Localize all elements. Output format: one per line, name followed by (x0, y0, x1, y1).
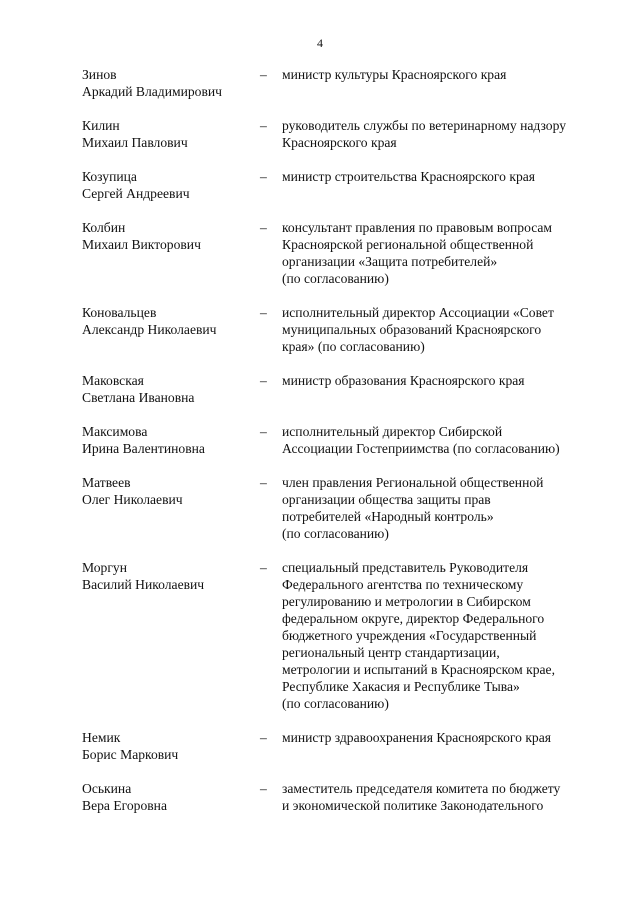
position-line: Республике Хакасия и Республике Тыва» (282, 679, 520, 694)
dash-separator: – (260, 373, 267, 388)
member-position (282, 117, 602, 151)
member-name (0, 372, 260, 406)
position-line: министр культуры Красноярского края (282, 67, 507, 82)
member-surname: Оськина (82, 781, 132, 796)
member-name (0, 168, 260, 202)
member-entry (0, 780, 640, 814)
member-entry (0, 729, 640, 763)
position-line: и экономической политике Законодательного (282, 798, 544, 813)
member-surname: Коновальцев (82, 305, 157, 320)
member-entry (0, 168, 640, 202)
position-line: консультант правления по правовым вопросам (282, 220, 553, 235)
member-entry (0, 219, 640, 287)
member-surname: Немик (82, 730, 121, 745)
position-line: (по согласованию) (282, 526, 389, 541)
position-line: региональный центр стандартизации, (282, 645, 500, 660)
dash-separator: – (260, 169, 267, 184)
position-line: Красноярского края (282, 135, 397, 150)
member-name (0, 729, 260, 763)
member-given-names: Александр Николаевич (82, 322, 217, 337)
member-given-names: Михаил Викторович (82, 237, 201, 252)
member-name (0, 474, 260, 542)
member-position (282, 219, 602, 287)
member-name (0, 66, 260, 100)
member-entry (0, 423, 640, 457)
dash-separator: – (260, 305, 267, 320)
dash-separator: – (260, 781, 267, 796)
dash-separator: – (260, 424, 267, 439)
position-line: специальный представитель Руководителя (282, 560, 529, 575)
position-line: организации общества защиты прав (282, 492, 491, 507)
position-line: заместитель председателя комитета по бюджету (282, 781, 561, 796)
member-surname: Матвеев (82, 475, 131, 490)
member-position (282, 372, 602, 406)
member-name (0, 117, 260, 151)
member-name (0, 219, 260, 287)
position-line: министр строительства Красноярского края (282, 169, 536, 184)
position-line: метрологии и испытаний в Красноярском крае, (282, 662, 555, 677)
member-entry (0, 66, 640, 100)
member-position (282, 168, 602, 202)
member-position (282, 559, 602, 712)
member-given-names: Вера Егоровна (82, 798, 167, 813)
position-line: министр образования Красноярского края (282, 373, 525, 388)
member-given-names: Светлана Ивановна (82, 390, 195, 405)
member-given-names: Василий Николаевич (82, 577, 205, 592)
position-line: министр здравоохранения Красноярского края (282, 730, 552, 745)
member-position (282, 729, 602, 763)
member-entry (0, 559, 640, 712)
position-line: член правления Региональной общественной (282, 475, 544, 490)
member-entry (0, 117, 640, 151)
member-given-names: Ирина Валентиновна (82, 441, 205, 456)
member-surname: Килин (82, 118, 120, 133)
position-line: Ассоциации Гостеприимства (по согласованию) (282, 441, 560, 456)
member-position (282, 780, 602, 814)
dash-separator: – (260, 67, 267, 82)
position-line: федеральном округе, директор Федерального (282, 611, 545, 626)
position-line: потребителей «Народный контроль» (282, 509, 494, 524)
member-surname: Максимова (82, 424, 148, 439)
member-surname: Козупица (82, 169, 137, 184)
position-line: муниципальных образований Красноярского (282, 322, 542, 337)
page-number: 4 (317, 36, 323, 50)
member-given-names: Борис Маркович (82, 747, 179, 762)
member-list (0, 66, 640, 831)
member-name (0, 780, 260, 814)
member-surname: Зинов (82, 67, 117, 82)
position-line: руководитель службы по ветеринарному надзору (282, 118, 566, 133)
member-surname: Моргун (82, 560, 127, 575)
member-position (282, 423, 602, 457)
member-surname: Колбин (82, 220, 126, 235)
dash-separator: – (260, 118, 267, 133)
position-line: края» (по согласованию) (282, 339, 425, 354)
member-entry (0, 304, 640, 355)
position-line: (по согласованию) (282, 696, 389, 711)
member-position (282, 304, 602, 355)
member-given-names: Аркадий Владимирович (82, 84, 222, 99)
member-name (0, 304, 260, 355)
dash-separator: – (260, 560, 267, 575)
position-line: (по согласованию) (282, 271, 389, 286)
position-line: исполнительный директор Ассоциации «Совет (282, 305, 554, 320)
dash-separator: – (260, 220, 267, 235)
position-line: Красноярской региональной общественной (282, 237, 534, 252)
member-name (0, 423, 260, 457)
member-given-names: Сергей Андреевич (82, 186, 190, 201)
member-entry (0, 474, 640, 542)
member-position (282, 474, 602, 542)
member-surname: Маковская (82, 373, 144, 388)
position-line: регулированию и метрологии в Сибирском (282, 594, 531, 609)
position-line: исполнительный директор Сибирской (282, 424, 503, 439)
position-line: Федерального агентства по техническому (282, 577, 524, 592)
member-given-names: Михаил Павлович (82, 135, 188, 150)
member-given-names: Олег Николаевич (82, 492, 183, 507)
dash-separator: – (260, 475, 267, 490)
member-entry (0, 372, 640, 406)
position-line: организации «Защита потребителей» (282, 254, 498, 269)
dash-separator: – (260, 730, 267, 745)
position-line: бюджетного учреждения «Государственный (282, 628, 537, 643)
member-name (0, 559, 260, 712)
member-position (282, 66, 602, 100)
